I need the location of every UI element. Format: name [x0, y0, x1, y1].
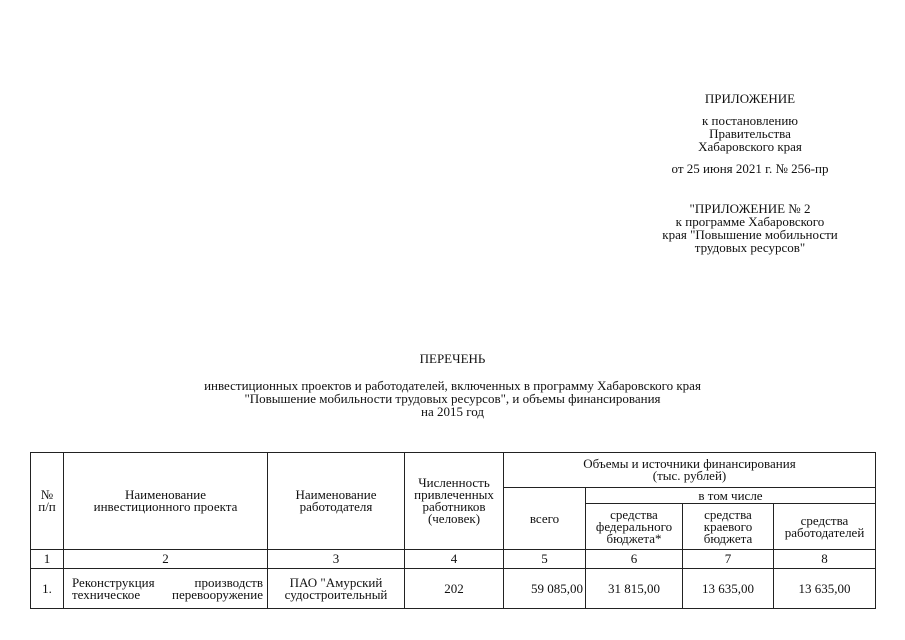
row-total: 59 085,00: [504, 569, 586, 609]
appendix2-line3: трудовых ресурсов": [694, 240, 806, 255]
document-subtitle: [0, 379, 905, 418]
column-number: 4: [405, 550, 504, 569]
appendix-title: ПРИЛОЖЕНИЕ: [704, 91, 796, 106]
column-number: 6: [586, 550, 683, 569]
subtitle-line3: на 2015 год: [421, 404, 484, 419]
column-number: 1: [31, 550, 64, 569]
header-funding: Объемы и источники финансирования (тыс. рублей): [504, 453, 876, 488]
header-project: Наименование инвестиционного проекта: [64, 453, 268, 550]
column-number-row: [31, 550, 876, 569]
document-title: ПЕРЕЧЕНЬ: [419, 351, 486, 366]
appendix2-line2: края "Повышение мобильности: [662, 227, 838, 242]
column-number: 3: [268, 550, 405, 569]
header-employers: средства работодателей: [774, 504, 876, 550]
row-federal: 31 815,00: [586, 569, 683, 609]
appendix-body: Правительства: [709, 126, 791, 141]
appendix-region: Хабаровского края: [698, 139, 802, 154]
header-num: № п/п: [31, 453, 64, 550]
table-row: [31, 569, 876, 609]
header-total: всего: [504, 488, 586, 550]
row-regional: 13 635,00: [683, 569, 774, 609]
header-employer: Наименование работодателя: [268, 453, 405, 550]
header-row-1: [31, 453, 876, 488]
appendix-to: к постановлению: [701, 113, 799, 128]
column-number: 2: [64, 550, 268, 569]
column-number: 5: [504, 550, 586, 569]
appendix2-line1: к программе Хабаровского: [675, 214, 825, 229]
subtitle-line1: инвестиционных проектов и работодателей, включенных в программу Хабаровского края: [204, 378, 701, 393]
projects-table: [30, 452, 876, 609]
header-regional: средства краевого бюджета: [683, 504, 774, 550]
row-employers: 13 635,00: [774, 569, 876, 609]
subtitle-line2: "Повышение мобильности трудовых ресурсов", и объемы финансирования: [244, 391, 661, 406]
header-workers: Численность привлеченных работников (человек): [405, 453, 504, 550]
row-num: 1.: [31, 569, 64, 609]
appendix2-block: [620, 202, 880, 254]
column-number: 7: [683, 550, 774, 569]
header-including: в том числе: [586, 488, 876, 504]
row-project: Реконструкция производств техническое перевооружение: [64, 569, 268, 609]
row-employer: ПАО "Амурский судостроительный: [268, 569, 405, 609]
header-federal: средства федерального бюджета*: [586, 504, 683, 550]
appendix-date: от 25 июня 2021 г. № 256-пр: [671, 161, 829, 176]
appendix-reference: [620, 114, 880, 153]
row-workers: 202: [405, 569, 504, 609]
column-number: 8: [774, 550, 876, 569]
appendix2-title: "ПРИЛОЖЕНИЕ № 2: [689, 201, 811, 216]
